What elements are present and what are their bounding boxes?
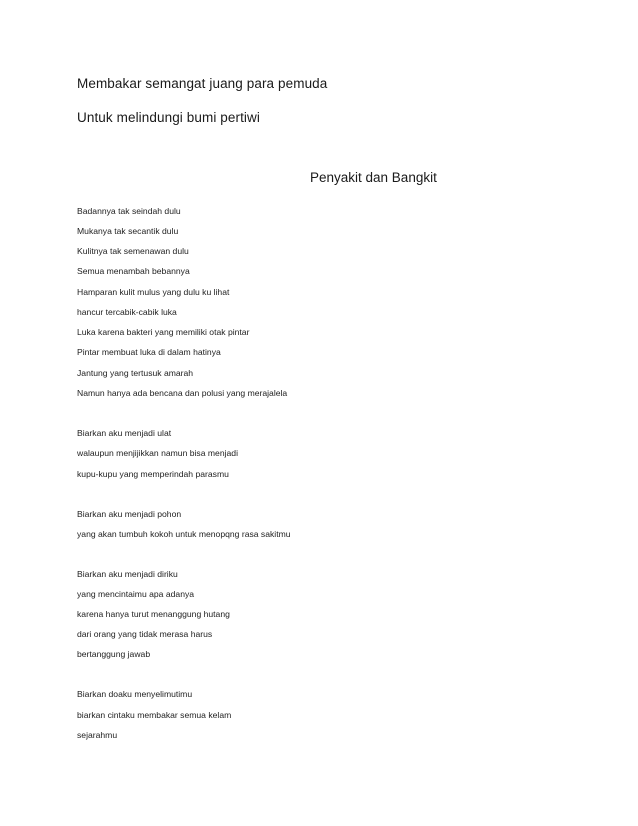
poem-line: bertanggung jawab	[77, 649, 151, 659]
poem-line: walaupun menjijikkan namun bisa menjadi	[77, 448, 238, 458]
poem-line: biarkan cintaku membakar semua kelam	[77, 710, 232, 720]
poem-line: Kulitnya tak semenawan dulu	[77, 246, 189, 256]
poem-line: Biarkan aku menjadi diriku	[77, 569, 178, 579]
poem-line: dari orang yang tidak merasa harus	[77, 629, 213, 639]
poem-line: Badannya tak seindah dulu	[77, 206, 181, 216]
intro-line-1: Membakar semangat juang para pemuda	[77, 76, 328, 91]
poem-line: Jantung yang tertusuk amarah	[77, 368, 194, 378]
poem-line: Mukanya tak secantik dulu	[77, 226, 179, 236]
poem-line: karena hanya turut menanggung hutang	[77, 609, 230, 619]
poem-line: sejarahmu	[77, 730, 118, 740]
intro-line-2: Untuk melindungi bumi pertiwi	[77, 110, 260, 125]
poem-line: Biarkan doaku menyelimutimu	[77, 689, 193, 699]
poem-line: Semua menambah bebannya	[77, 266, 190, 276]
poem-line: Namun hanya ada bencana dan polusi yang merajalela	[77, 388, 288, 398]
poem-line: hancur tercabik-cabik luka	[77, 307, 177, 317]
poem-line: yang mencintaimu apa adanya	[77, 589, 195, 599]
poem-line: yang akan tumbuh kokoh untuk menopqng rasa sakitmu	[77, 529, 291, 539]
poem-line: kupu-kupu yang memperindah parasmu	[77, 469, 229, 479]
poem-line: Biarkan aku menjadi ulat	[77, 428, 172, 438]
poem-line: Hamparan kulit mulus yang dulu ku lihat	[77, 287, 230, 297]
poem-line: Luka karena bakteri yang memiliki otak pintar	[77, 327, 250, 337]
poem-line: Biarkan aku menjadi pohon	[77, 509, 182, 519]
poem-line: Pintar membuat luka di dalam hatinya	[77, 347, 221, 357]
poem-title: Penyakit dan Bangkit	[310, 170, 437, 185]
